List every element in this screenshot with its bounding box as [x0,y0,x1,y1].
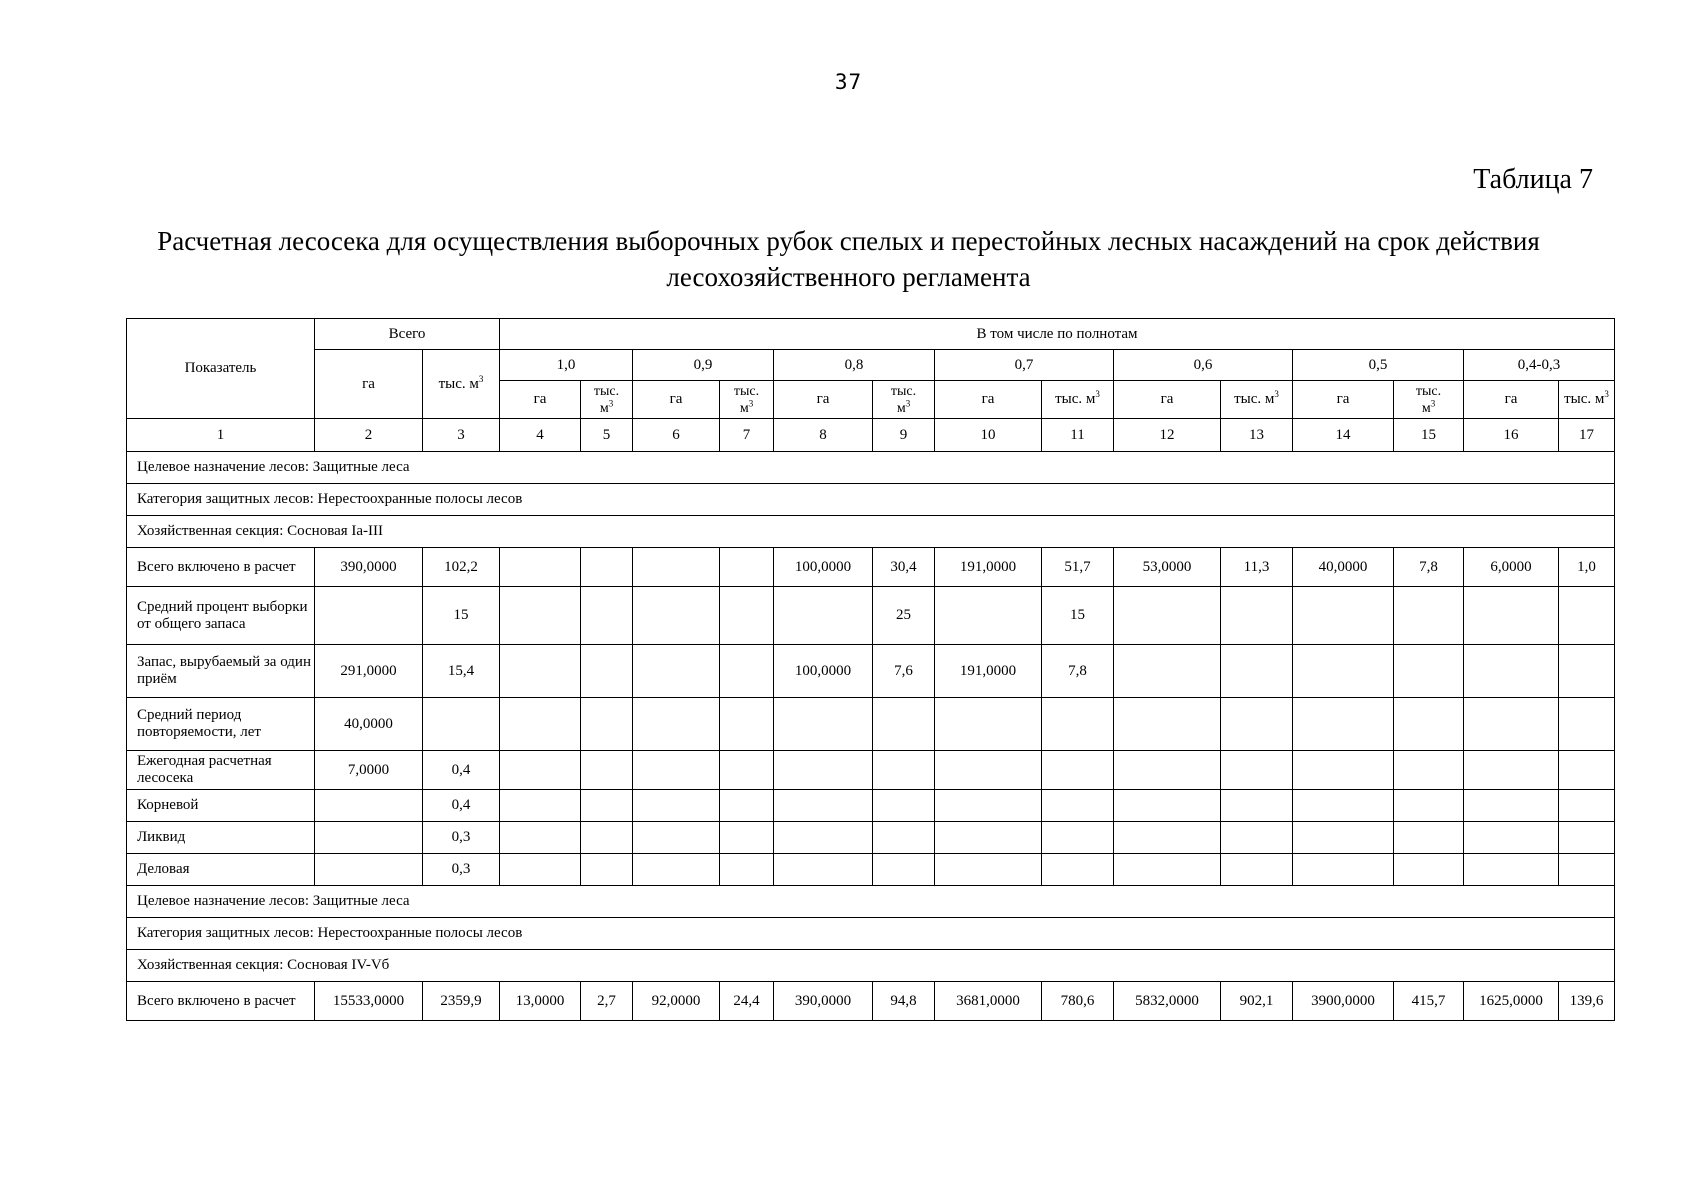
table-cell: 7,6 [873,645,935,698]
table-cell: 191,0000 [935,645,1042,698]
table-cell [1221,790,1293,822]
table-cell: 191,0000 [935,548,1042,587]
table-cell [315,790,423,822]
subheader-ha: га [1464,381,1559,419]
table-cell: 102,2 [423,548,500,587]
table-cell: 51,7 [1042,548,1114,587]
table-cell [1042,698,1114,751]
table-cell [500,587,581,645]
column-number: 12 [1114,419,1221,452]
table-cell [1464,698,1559,751]
table-cell [720,854,774,886]
table-cell [315,854,423,886]
table-cell: 7,0000 [315,751,423,790]
table-cell [581,698,633,751]
row-label: Средний процент выборки от общего запаса [127,587,315,645]
table-cell [500,790,581,822]
column-number: 7 [720,419,774,452]
table-cell [633,645,720,698]
table-cell [500,854,581,886]
header-total-ha: га [315,350,423,419]
table-cell [1042,854,1114,886]
table-cell [1114,822,1221,854]
table-cell: 291,0000 [315,645,423,698]
table-cell [633,854,720,886]
row-label: Корневой [127,790,315,822]
table-cell [935,587,1042,645]
table-cell [1464,645,1559,698]
table-label: Таблица 7 [1473,164,1593,195]
column-number: 15 [1394,419,1464,452]
subheader-ha: га [935,381,1042,419]
table-cell [1394,822,1464,854]
table-cell [935,822,1042,854]
table-cell [581,548,633,587]
table-cell [774,587,873,645]
table-cell [1464,790,1559,822]
table-cell: 94,8 [873,982,935,1021]
table-cell [1394,587,1464,645]
table-cell [873,751,935,790]
column-number: 6 [633,419,720,452]
table-cell: 100,0000 [774,645,873,698]
column-number: 10 [935,419,1042,452]
table-cell [500,698,581,751]
column-number: 1 [127,419,315,452]
section-row [127,886,1615,918]
header-density: 0,9 [633,350,774,381]
subheader-ths-m3: тыс. $м^3$ [1042,381,1114,419]
table-row [127,751,1615,790]
table-cell: 24,4 [720,982,774,1021]
table-cell [1293,854,1394,886]
table-cell [1559,854,1615,886]
header-density: 0,5 [1293,350,1464,381]
column-number: 11 [1042,419,1114,452]
table-cell [873,854,935,886]
table-cell [720,751,774,790]
table-row [127,698,1615,751]
table-cell [581,587,633,645]
table-cell [1559,822,1615,854]
section-category: Категория защитных лесов: Нерестоохранные полосы лесов [127,918,1615,950]
table-cell [774,790,873,822]
column-number: 16 [1464,419,1559,452]
table-cell [315,587,423,645]
section-economic-section: Хозяйственная секция: Сосновая Iа-III [127,516,1615,548]
section-row [127,516,1615,548]
table-cell [720,587,774,645]
table-cell [1394,854,1464,886]
table-cell: 2359,9 [423,982,500,1021]
table-cell: 40,0000 [1293,548,1394,587]
table-cell [1293,645,1394,698]
table-cell [1221,854,1293,886]
allowable-cut-table [126,318,1615,1021]
table-cell: 53,0000 [1114,548,1221,587]
table-title: Расчетная лесосека для осуществления выборочных рубок спелых и перестойных лесных насаждений на срок действия лесохозяйственного регламента [157,226,1540,292]
table-cell [774,854,873,886]
table-cell [423,698,500,751]
table-cell [873,790,935,822]
table-cell [1114,698,1221,751]
table-cell [633,587,720,645]
table-cell: 2,7 [581,982,633,1021]
row-label: Запас, вырубаемый за один приём [127,645,315,698]
table-cell [1221,645,1293,698]
table-cell [500,645,581,698]
table-cell: 92,0000 [633,982,720,1021]
table-cell [720,698,774,751]
table-cell [1394,698,1464,751]
table-cell: 1625,0000 [1464,982,1559,1021]
table-row [127,645,1615,698]
column-number: 14 [1293,419,1394,452]
table-cell: 0,3 [423,822,500,854]
table-cell [935,698,1042,751]
subheader-ha: га [774,381,873,419]
table-cell [1559,587,1615,645]
column-number: 3 [423,419,500,452]
table-cell: 415,7 [1394,982,1464,1021]
table-cell [1042,751,1114,790]
header-total: Всего [315,319,500,350]
table-cell [935,790,1042,822]
subheader-ths-m3: тыс. $м^3$ [720,381,774,419]
table-cell [1464,751,1559,790]
section-row [127,452,1615,484]
table-cell: 5832,0000 [1114,982,1221,1021]
table-cell [1559,645,1615,698]
table-cell [774,822,873,854]
subheader-ths-m3: тыс. $м^3$ [873,381,935,419]
table-cell [720,822,774,854]
header-by-density: В том числе по полнотам [500,319,1615,350]
table-cell [500,751,581,790]
subheader-ha: га [1114,381,1221,419]
header-density: 0,7 [935,350,1114,381]
table-cell: 3900,0000 [1293,982,1394,1021]
header-density: 1,0 [500,350,633,381]
table-cell: 100,0000 [774,548,873,587]
table-cell: 0,4 [423,790,500,822]
table-cell [1114,854,1221,886]
section-purpose: Целевое назначение лесов: Защитные леса [127,452,1615,484]
subheader-ths-m3: тыс. $м^3$ [1559,381,1615,419]
table-cell: 390,0000 [774,982,873,1021]
table-row [127,982,1615,1021]
header-total-ths-m3: тыс. $м^3$ [423,350,500,419]
header-density: 0,8 [774,350,935,381]
table-cell: 25 [873,587,935,645]
table-cell [1293,790,1394,822]
subheader-ha: га [633,381,720,419]
table-cell [774,698,873,751]
header-density: 0,6 [1114,350,1293,381]
row-label: Всего включено в расчет [127,982,315,1021]
table-cell [1221,822,1293,854]
subheader-ths-m3: тыс. $м^3$ [1394,381,1464,419]
column-number: 5 [581,419,633,452]
table-cell [1293,822,1394,854]
table-cell [774,751,873,790]
table-cell [1464,822,1559,854]
table-cell [1394,790,1464,822]
column-number: 4 [500,419,581,452]
table-cell [873,822,935,854]
table-cell: 7,8 [1394,548,1464,587]
table-cell: 0,4 [423,751,500,790]
table-cell [1394,645,1464,698]
section-economic-section: Хозяйственная секция: Сосновая IV-Vб [127,950,1615,982]
table-cell [315,822,423,854]
table-cell: 1,0 [1559,548,1615,587]
table-cell: 902,1 [1221,982,1293,1021]
table-cell [500,548,581,587]
table-cell [1114,587,1221,645]
column-number: 17 [1559,419,1615,452]
table-cell [633,822,720,854]
section-purpose: Целевое назначение лесов: Защитные леса [127,886,1615,918]
table-cell: 13,0000 [500,982,581,1021]
table-cell [935,751,1042,790]
table-cell [1114,751,1221,790]
column-number: 13 [1221,419,1293,452]
table-cell: 3681,0000 [935,982,1042,1021]
row-label: Всего включено в расчет [127,548,315,587]
table-row [127,587,1615,645]
table-cell [1293,751,1394,790]
subheader-ths-m3: тыс. $м^3$ [581,381,633,419]
table-cell [581,854,633,886]
table-cell [1293,698,1394,751]
table-cell [633,790,720,822]
table-cell [1394,751,1464,790]
table-cell: 15533,0000 [315,982,423,1021]
table-cell: 15 [1042,587,1114,645]
column-number: 9 [873,419,935,452]
table-cell [720,790,774,822]
table-cell [1559,790,1615,822]
table-cell [935,854,1042,886]
subheader-ha: га [1293,381,1394,419]
table-cell: 390,0000 [315,548,423,587]
table-cell: 15,4 [423,645,500,698]
table-cell [1464,854,1559,886]
section-row [127,950,1615,982]
table-cell: 6,0000 [1464,548,1559,587]
row-label: Ежегодная расчетная лесосека [127,751,315,790]
row-label: Средний период повторяемости, лет [127,698,315,751]
table-cell [633,698,720,751]
table-cell [1114,790,1221,822]
table-row [127,822,1615,854]
section-row [127,918,1615,950]
column-number: 2 [315,419,423,452]
table-cell [1042,822,1114,854]
page-number: 37 [834,70,863,94]
table-cell: 7,8 [1042,645,1114,698]
table-cell [581,751,633,790]
table-cell [1221,751,1293,790]
table-cell [500,822,581,854]
table-row [127,790,1615,822]
table-cell [633,751,720,790]
subheader-ha: га [500,381,581,419]
table-cell: 30,4 [873,548,935,587]
section-row [127,484,1615,516]
row-label: Деловая [127,854,315,886]
column-number-row [127,419,1615,452]
row-label: Ликвид [127,822,315,854]
table-cell [1559,698,1615,751]
table-cell [1559,751,1615,790]
table-cell [1221,698,1293,751]
column-number: 8 [774,419,873,452]
table-cell [1464,587,1559,645]
header-density: 0,4-0,3 [1464,350,1615,381]
table-row [127,548,1615,587]
table-cell [1114,645,1221,698]
subheader-ths-m3: тыс. $м^3$ [1221,381,1293,419]
table-cell [873,698,935,751]
table-cell [581,645,633,698]
table-cell [581,822,633,854]
table-cell [720,548,774,587]
table-cell [633,548,720,587]
table-cell [720,645,774,698]
section-category: Категория защитных лесов: Нерестоохранные полосы лесов [127,484,1615,516]
table-row [127,854,1615,886]
table-cell: 15 [423,587,500,645]
table-cell: 780,6 [1042,982,1114,1021]
table-cell: 11,3 [1221,548,1293,587]
table-cell: 40,0000 [315,698,423,751]
table-cell [581,790,633,822]
table-cell [1221,587,1293,645]
table-cell: 139,6 [1559,982,1615,1021]
table-cell [1042,790,1114,822]
table-cell: 0,3 [423,854,500,886]
table-cell [1293,587,1394,645]
header-indicator: Показатель [127,319,315,419]
